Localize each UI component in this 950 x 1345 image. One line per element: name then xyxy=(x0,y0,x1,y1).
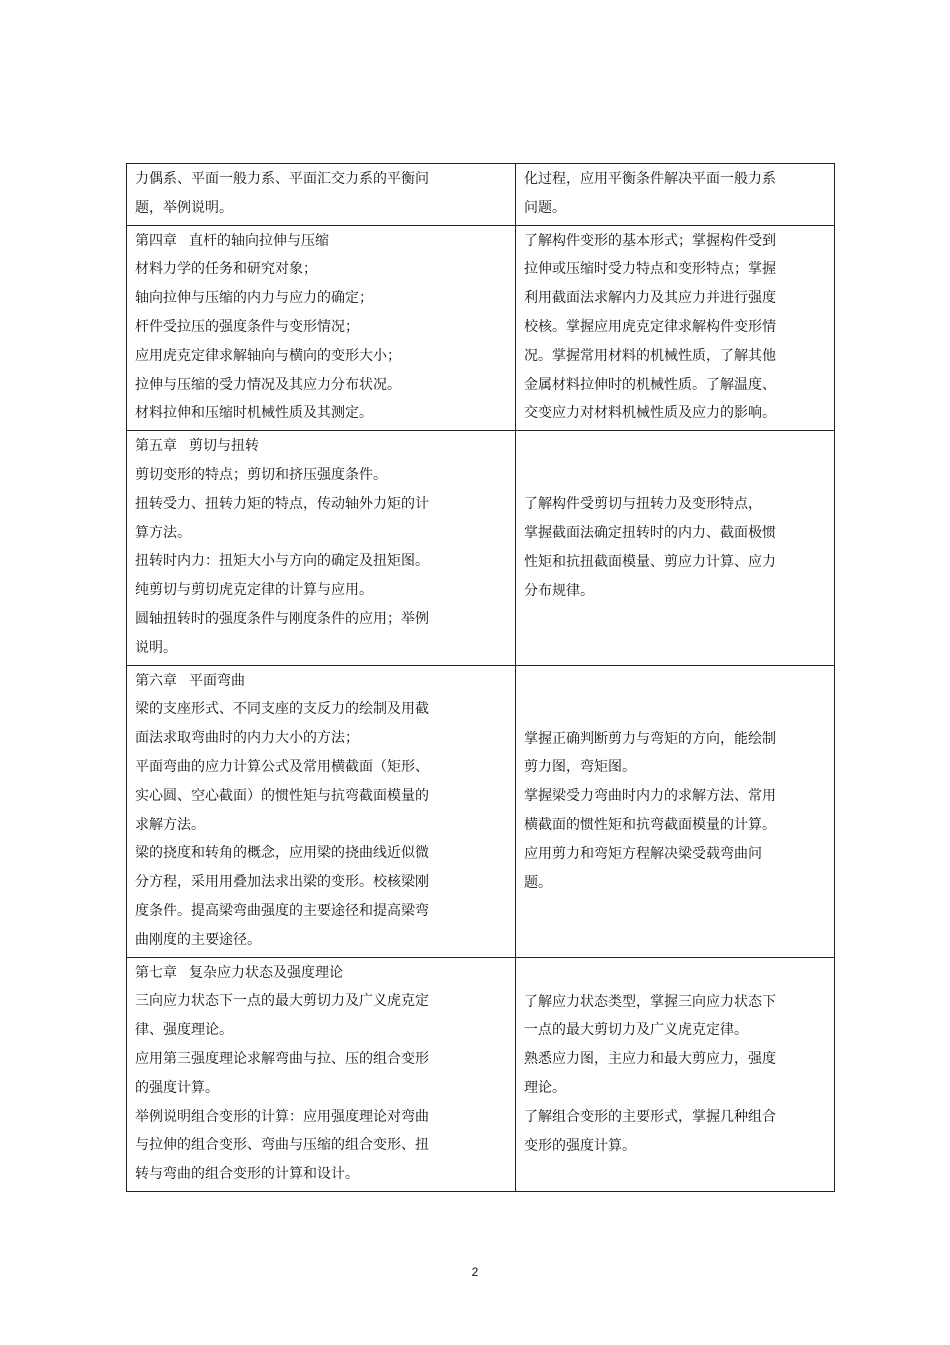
page-number: 2 xyxy=(471,1265,479,1279)
text-line: 剪切变形的特点；剪切和挤压强度条件。 xyxy=(135,466,387,483)
text-line: 一点的最大剪切力及广义虎克定律。 xyxy=(524,1022,748,1039)
text-line: 拉伸与压缩的受力情况及其应力分布状况。 xyxy=(135,376,401,393)
table-row xyxy=(127,665,835,957)
table-row xyxy=(127,164,835,226)
text-line: 应用虎克定律求解轴向与横向的变形大小； xyxy=(135,347,401,364)
objective-cell xyxy=(516,957,835,1191)
chapter-title: 复杂应力状态及强度理论 xyxy=(189,964,343,981)
text-line: 与拉伸的组合变形、弯曲与压缩的组合变形、扭 xyxy=(135,1137,429,1154)
chapter-title: 平面弯曲 xyxy=(189,672,245,689)
text-line: 理论。 xyxy=(524,1079,566,1096)
text-line: 实心圆、空心截面）的惯性矩与抗弯截面模量的 xyxy=(135,787,429,804)
chapter-number: 第五章 xyxy=(135,438,177,455)
table-row xyxy=(127,431,835,665)
text-line: 梁的支座形式、不同支座的支反力的绘制及用截 xyxy=(135,701,429,718)
text-line: 扭转时内力：扭矩大小与方向的确定及扭矩图。 xyxy=(135,553,429,570)
objective-cell xyxy=(516,665,835,957)
text-line: 横截面的惯性矩和抗弯截面模量的计算。 xyxy=(524,816,776,833)
chapter-heading xyxy=(135,227,509,256)
objective-cell xyxy=(516,225,835,431)
chapter-title: 剪切与扭转 xyxy=(189,438,259,455)
content-cell xyxy=(127,164,516,226)
text-line: 了解构件变形的基本形式；掌握构件受到 xyxy=(524,232,776,249)
text-line: 面法求取弯曲时的内力大小的方法； xyxy=(135,730,359,747)
text-line: 性矩和抗扭截面模量、剪应力计算、应力 xyxy=(524,553,776,570)
text-line: 剪力图，弯矩图。 xyxy=(524,759,636,776)
course-content-table xyxy=(126,163,835,1192)
text-line: 交变应力对材料机械性质及应力的影响。 xyxy=(524,405,776,422)
chapter-heading xyxy=(135,667,509,696)
text-line: 熟悉应力图，主应力和最大剪应力，强度 xyxy=(524,1051,776,1068)
chapter-title: 直杆的轴向拉伸与压缩 xyxy=(189,232,329,249)
text-line: 了解构件受剪切与扭转力及变形特点， xyxy=(524,496,762,513)
text-line: 平面弯曲的应力计算公式及常用横截面（矩形、 xyxy=(135,758,429,775)
text-line: 应用第三强度理论求解弯曲与拉、压的组合变形 xyxy=(135,1050,429,1067)
text-line: 材料拉伸和压缩时机械性质及其测定。 xyxy=(135,405,373,422)
text-line: 三向应力状态下一点的最大剪切力及广义虎克定 xyxy=(135,993,429,1010)
text-line: 分布规律。 xyxy=(524,582,594,599)
text-line: 求解方法。 xyxy=(135,816,205,833)
text-line: 说明。 xyxy=(135,639,177,656)
chapter-heading xyxy=(135,432,509,461)
table-row xyxy=(127,225,835,431)
table-row xyxy=(127,957,835,1191)
text-line: 度条件。提高梁弯曲强度的主要途径和提高梁弯 xyxy=(135,902,429,919)
content-cell xyxy=(127,957,516,1191)
text-line: 利用截面法求解内力及其应力并进行强度 xyxy=(524,290,776,307)
text-line: 化过程，应用平衡条件解决平面一般力系 xyxy=(524,171,776,187)
content-cell xyxy=(127,431,516,665)
text-line: 梁的挠度和转角的概念，应用梁的挠曲线近似微 xyxy=(135,845,429,862)
text-line: 了解组合变形的主要形式，掌握几种组合 xyxy=(524,1108,776,1125)
text-line: 转与弯曲的组合变形的计算和设计。 xyxy=(135,1166,359,1183)
text-line: 掌握截面法确定扭转时的内力、截面极惯 xyxy=(524,524,776,541)
objective-cell xyxy=(516,164,835,226)
text-line: 题。 xyxy=(524,874,552,891)
text-line: 问题。 xyxy=(524,199,566,216)
text-line: 轴向拉伸与压缩的内力与应力的确定； xyxy=(135,290,373,307)
content-cell xyxy=(127,665,516,957)
text-line: 题，举例说明。 xyxy=(135,199,233,216)
text-line: 况。掌握常用材料的机械性质，了解其他 xyxy=(524,347,776,364)
text-line: 分方程，采用用叠加法求出梁的变形。校核梁刚 xyxy=(135,874,429,891)
chapter-number: 第七章 xyxy=(135,964,177,981)
text-line: 材料力学的任务和研究对象； xyxy=(135,261,317,278)
text-line: 掌握梁受力弯曲时内力的求解方法、常用 xyxy=(524,788,776,805)
text-line: 校核。掌握应用虎克定律求解构件变形情 xyxy=(524,318,776,335)
text-line: 律、强度理论。 xyxy=(135,1022,233,1039)
text-line: 算方法。 xyxy=(135,524,191,541)
chapter-number: 第四章 xyxy=(135,232,177,249)
text-line: 的强度计算。 xyxy=(135,1079,219,1096)
text-line: 力偶系、平面一般力系、平面汇交力系的平衡问 xyxy=(135,171,429,187)
text-line: 掌握正确判断剪力与弯矩的方向，能绘制 xyxy=(524,730,776,747)
text-line: 了解应力状态类型，掌握三向应力状态下 xyxy=(524,993,776,1010)
chapter-heading xyxy=(135,959,509,988)
text-line: 金属材料拉伸时的机械性质。了解温度、 xyxy=(524,376,776,393)
text-line: 扭转受力、扭转力矩的特点，传动轴外力矩的计 xyxy=(135,495,429,512)
objective-cell xyxy=(516,431,835,665)
text-line: 变形的强度计算。 xyxy=(524,1137,636,1154)
chapter-number: 第六章 xyxy=(135,672,177,689)
text-line: 杆件受拉压的强度条件与变形情况； xyxy=(135,318,359,335)
text-line: 举例说明组合变形的计算：应用强度理论对弯曲 xyxy=(135,1108,429,1125)
text-line: 圆轴扭转时的强度条件与刚度条件的应用；举例 xyxy=(135,610,429,627)
text-line: 曲刚度的主要途径。 xyxy=(135,931,261,948)
text-line: 纯剪切与剪切虎克定律的计算与应用。 xyxy=(135,582,373,599)
text-line: 应用剪力和弯矩方程解决梁受载弯曲问 xyxy=(524,845,762,862)
content-cell xyxy=(127,225,516,431)
text-line: 拉伸或压缩时受力特点和变形特点；掌握 xyxy=(524,261,776,278)
